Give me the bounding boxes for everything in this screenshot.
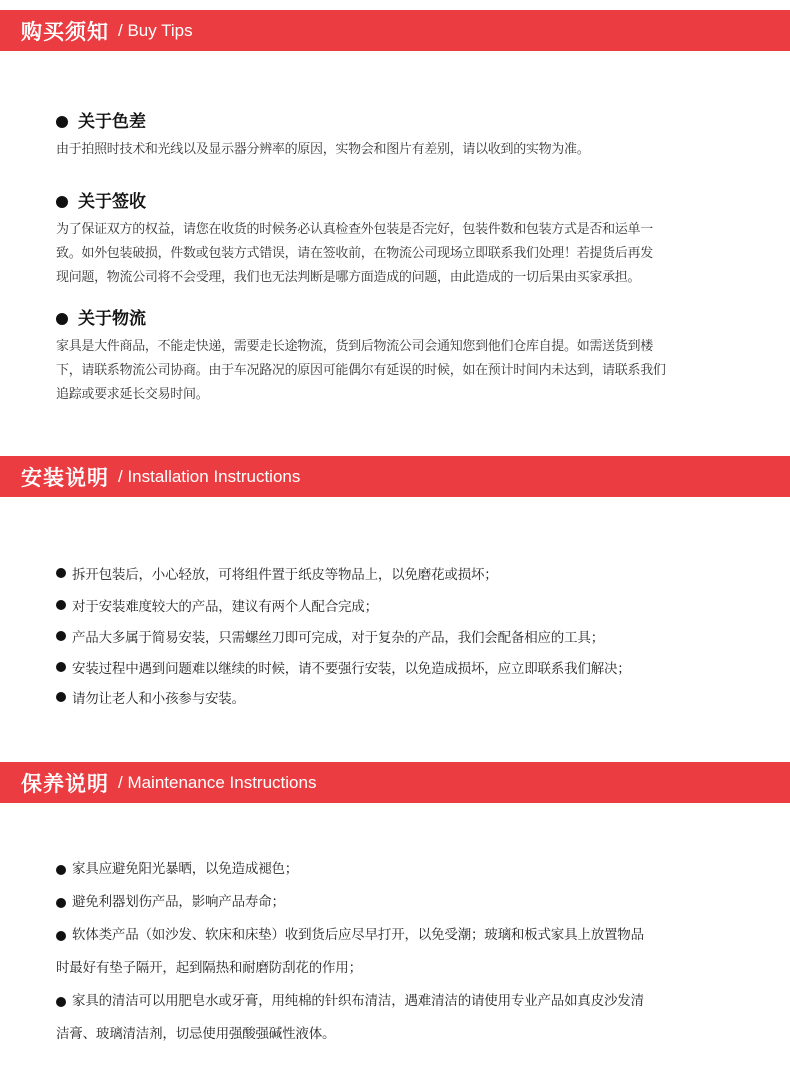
bullet-icon — [56, 997, 66, 1007]
heading-text: 关于签收 — [78, 192, 146, 212]
buy-tips-title-en: / Buy Tips — [118, 20, 193, 40]
list-item-continuation — [56, 952, 746, 985]
list-item-text: 家具应避免阳光暴晒，以免造成褪色； — [72, 861, 299, 877]
list-item-text: 软体类产品（如沙发、软床和床垫）收到货后应尽早打开，以免受潮；玻璃和板式家具上放置物品 — [72, 927, 644, 943]
bullet-icon — [56, 116, 68, 128]
section-color-difference — [56, 110, 746, 162]
list-item-text: 请勿让老人和小孩参与安装。 — [72, 691, 245, 707]
list-item — [56, 657, 756, 677]
buy-tips-banner — [0, 10, 790, 51]
list-item-text: 对于安装难度较大的产品，建议有两个人配合完成； — [72, 599, 378, 615]
bullet-icon — [56, 865, 66, 875]
bullet-icon — [56, 568, 66, 578]
heading-text: 关于色差 — [78, 112, 146, 132]
list-item — [56, 853, 746, 886]
paragraph — [56, 218, 746, 290]
section-heading — [56, 190, 746, 214]
bullet-icon — [56, 898, 66, 908]
maintenance-banner — [0, 762, 790, 803]
paragraph — [56, 138, 746, 162]
bullet-icon — [56, 692, 66, 702]
list-item-text: 避免利器划伤产品，影响产品寿命； — [72, 894, 285, 910]
paragraph-line: 现问题，物流公司将不会受理，我们也无法判断是哪方面造成的问题，由此造成的一切后果由买家承担。 — [56, 270, 641, 285]
list-item-text: 时最好有垫子隔开，起到隔热和耐磨防刮花的作用； — [56, 960, 362, 976]
list-item-text: 产品大多属于简易安装，只需螺丝刀即可完成，对于复杂的产品，我们会配备相应的工具； — [72, 630, 604, 646]
installation-title-en: / Installation Instructions — [118, 466, 301, 486]
section-heading — [56, 307, 746, 331]
maintenance-title-cn: 保养说明 — [21, 771, 109, 796]
list-item-text: 洁膏、玻璃清洁剂，切忌使用强酸强碱性液体。 — [56, 1026, 336, 1042]
maintenance-title-en: / Maintenance Instructions — [118, 772, 317, 792]
installation-title-cn: 安装说明 — [21, 465, 109, 490]
bullet-icon — [56, 600, 66, 610]
buy-tips-title-cn: 购买须知 — [21, 19, 109, 44]
installation-banner — [0, 456, 790, 497]
paragraph-line: 由于拍照时技术和光线以及显示器分辨率的原因，实物会和图片有差别，请以收到的实物为准。 — [56, 142, 590, 157]
list-item — [56, 626, 756, 646]
section-signing — [56, 190, 746, 290]
bullet-icon — [56, 931, 66, 941]
paragraph — [56, 335, 746, 407]
bullet-icon — [56, 662, 66, 672]
list-item — [56, 919, 746, 952]
paragraph-line: 下，请联系物流公司协商。由于车况路况的原因可能偶尔有延误的时候，如在预计时间内未达到，请联系我们 — [56, 363, 666, 378]
list-item — [56, 687, 756, 707]
list-item — [56, 886, 746, 919]
paragraph-line: 致。如外包装破损，件数或包装方式错误，请在签收前，在物流公司现场立即联系我们处理！若提货后再发 — [56, 246, 653, 261]
list-item — [56, 985, 746, 1018]
paragraph-line: 追踪或要求延长交易时间。 — [56, 387, 209, 402]
bullet-icon — [56, 196, 68, 208]
section-logistics — [56, 307, 746, 407]
section-heading — [56, 110, 746, 134]
heading-text: 关于物流 — [78, 309, 146, 329]
list-item — [56, 595, 756, 615]
list-item-continuation — [56, 1018, 746, 1051]
bullet-icon — [56, 631, 66, 641]
bullet-icon — [56, 313, 68, 325]
list-item-text: 家具的清洁可以用肥皂水或牙膏，用纯棉的针织布清洁，遇难清洁的请使用专业产品如真皮沙发清 — [72, 993, 644, 1009]
list-item — [56, 563, 756, 583]
list-item-text: 拆开包装后，小心轻放，可将组件置于纸皮等物品上，以免磨花或损坏； — [72, 567, 498, 583]
maintenance-list — [56, 853, 746, 1051]
paragraph-line: 家具是大件商品，不能走快递，需要走长途物流，货到后物流公司会通知您到他们仓库自提。如需送货到楼 — [56, 339, 653, 354]
paragraph-line: 为了保证双方的权益，请您在收货的时候务必认真检查外包装是否完好，包装件数和包装方式是否和运单一 — [56, 222, 653, 237]
list-item-text: 安装过程中遇到问题难以继续的时候，请不要强行安装，以免造成损坏，应立即联系我们解决； — [72, 661, 631, 677]
